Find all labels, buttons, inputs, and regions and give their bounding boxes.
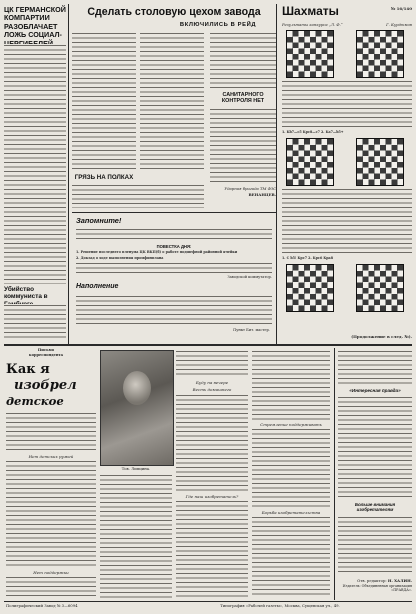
subhead-no-guns: Нет детских ружей (28, 454, 74, 459)
footer-center: Типография «Рабочей газеты», Москва, Сущевская ул., 49. (220, 603, 340, 608)
factory-body-col3b (210, 108, 276, 182)
feature-col3-mid (176, 394, 248, 492)
note1-title: «Интересная правда» (349, 388, 401, 393)
feature-title-2: изобрел (14, 378, 77, 393)
notice-body-top (76, 228, 272, 242)
chess-subtitle: Результаты конкурса „Л. Ф.“ (282, 22, 343, 27)
editor-role: Отв. редактор: (357, 578, 387, 583)
chess-board-2 (356, 30, 404, 78)
subhead-raid: ВКЛЮЧИЛИСЬ В РЕЙД (179, 22, 257, 28)
subhead-domestic: Весть домашнего (192, 387, 232, 392)
feature-col3-top (176, 350, 248, 378)
footer-left: Полиграфический Завод № 3—6094 (6, 603, 78, 608)
headline-factory-canteen: Сделать столовую цехом завода (87, 6, 261, 18)
publisher-line: Издатель: Объединенная организация «ПРАВДА». (342, 584, 412, 593)
factory-body-col1b (72, 184, 204, 208)
feature-col3-bottom (176, 500, 248, 598)
article-murder-body (4, 304, 66, 340)
right-col-mid (338, 396, 412, 500)
subhead-support-aspiration: Стремление поддерживать (260, 422, 322, 427)
notice-body-bottom (76, 262, 272, 274)
factory-body-col2 (140, 32, 204, 172)
feature-col4-bottom (252, 516, 330, 598)
feature-title-1: Как я (6, 362, 50, 377)
notice-secretary: Заводской коммутатор. (227, 275, 272, 279)
subhead-invention-struggle: Борьба изобретательства (261, 510, 321, 515)
right-col-bottom (338, 516, 412, 574)
chess-text-1 (282, 80, 412, 128)
factory-body-col1 (72, 32, 136, 172)
editor-line (338, 578, 412, 583)
subhead-dirt-shelves: ГРЯЗЬ НА ПОЛКАХ (74, 174, 134, 181)
feature-title-3: детское (6, 394, 64, 408)
editor-name: Н. ХАЛИН. (387, 578, 412, 583)
chess-move-2: 1. C b5! Kpc7 2. Kpc6 Kpa8 (282, 256, 333, 260)
feature-col2-body (100, 474, 172, 598)
chess-board-3 (286, 138, 334, 186)
notice-agenda: ПОВЕСТКА ДНЯ: (156, 244, 192, 249)
chess-author-right: Г. Курдюмов (386, 22, 412, 27)
notice-title: Запомните! (76, 216, 122, 225)
chess-board-6 (356, 264, 404, 312)
inventor-photo (100, 350, 174, 466)
chess-move-1: 1. Kb7—c5 Kpc8—c7 2. Ka7—b5+ (282, 130, 344, 134)
chess-issue: № 16/140 (390, 6, 412, 11)
meeting-body (76, 295, 272, 325)
factory-body-col3 (210, 32, 276, 90)
feature-col1-body (6, 460, 96, 568)
notice-item-1: 1. Решение последнего пленума ЦК ВКП(б) о работе подшефной районной ячейки (76, 250, 238, 254)
feature-col4-mid (252, 428, 330, 508)
headline-murder-hamburg: Убийство коммуниста в (4, 286, 48, 301)
chess-board-5 (286, 264, 334, 312)
chess-title: Шахматы (282, 4, 339, 18)
chess-board-4 (356, 138, 404, 186)
inventor-face (123, 371, 151, 405)
subhead-no-support: Нет поддержки (33, 570, 69, 575)
subhead-where-inventor: Где наш изобретатель? (185, 494, 239, 499)
photo-caption: Тов. Липцина. (121, 466, 151, 471)
notice-signature: Пункт Бит. мастер. (233, 328, 270, 332)
subhead-evening: Буду на вечере (195, 380, 229, 385)
feature-intro (6, 412, 96, 452)
meeting-title: Наполнение (76, 283, 119, 290)
subhead-sanitary: САНИТАРНОГО КОНТРОЛЯ НЕТ (221, 92, 265, 105)
right-col-top (338, 350, 412, 386)
feature-kicker: Письмо корреспондента (28, 348, 64, 357)
note2-title: Больше внимания изобретателям (354, 502, 396, 513)
feature-col1-tail (6, 576, 96, 598)
factory-signature2: ВЕНАНЦЕВ. (248, 192, 276, 197)
feature-col4-top (252, 350, 330, 420)
article-german-cp-body (4, 44, 66, 284)
chess-board-1 (286, 30, 334, 78)
chess-caption: (Продолжение в след. №). (351, 334, 412, 339)
factory-signature: Ударная бригада ТМ ФЗС (224, 186, 276, 191)
headline-german-cp: ЦК ГЕРМАНСКОЙ КОМПАРТИИ РАЗОБЛАЧАЕТ ЛОЖЬ СОЦИАЛ- (4, 5, 66, 40)
notice-item-2: 2. Доклад о ходе выполнения промфинплана (76, 256, 164, 260)
chess-text-2 (282, 188, 412, 254)
